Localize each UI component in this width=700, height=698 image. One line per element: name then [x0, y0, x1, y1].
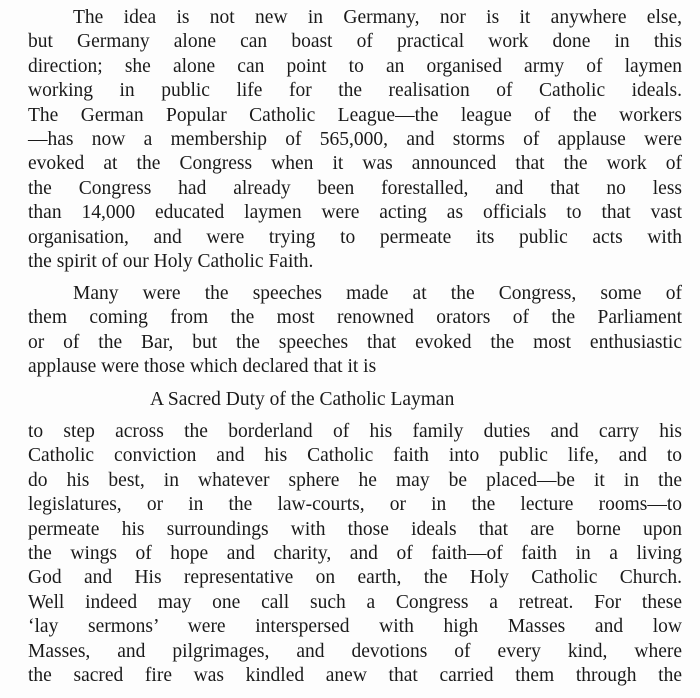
text-line: working in public life for the realisation of Catholic ideals. [28, 80, 682, 102]
text-line: Masses, and pilgrimages, and devotions of every kind, where [28, 640, 682, 662]
text-line: evoked at the Congress when it was announced that the work of [28, 153, 682, 175]
text-line: The German Popular Catholic League—the league of the workers [28, 104, 682, 126]
text-line: Well indeed may one call such a Congress a retreat. For these [28, 591, 682, 613]
text-line: ‘lay sermons’ were interspersed with high Masses and low [28, 616, 682, 638]
text-line: God and His representative on earth, the Holy Catholic Church. [28, 567, 682, 589]
text-line: The idea is not new in Germany, nor is it anywhere else, [73, 7, 682, 28]
text-line: legislatures, or in the law-courts, or in the lecture rooms—to [28, 494, 682, 516]
text-line: or of the Bar, but the speeches that evoked the most enthusiastic [28, 331, 682, 353]
text-line: do his best, in whatever sphere he may be placed—be it in the [28, 469, 682, 491]
text-line: direction; she alone can point to an organised army of laymen [28, 55, 682, 77]
text-line: applause were those which declared that it is [28, 356, 377, 378]
text-line: permeate his surroundings with those ideals that are borne upon [28, 518, 682, 540]
text-line: the wings of hope and charity, and of faith—of faith in a living [28, 543, 682, 564]
text-line: Catholic conviction and his Catholic faith into public life, and to [28, 445, 682, 467]
text-line: them coming from the most renowned orators of the Parliament [28, 307, 682, 329]
text-line: —has now a membership of 565,000, and storms of applause were [28, 129, 682, 150]
text-line: the spirit of our Holy Catholic Faith. [28, 251, 314, 272]
text-line: Many were the speeches made at the Congress, some of [73, 283, 682, 304]
text-line: organisation, and were trying to permeate its public acts with [28, 226, 682, 248]
text-line: than 14,000 educated laymen were acting as officials to that vast [28, 202, 682, 224]
text-line: to step across the borderland of his family duties and carry his [28, 421, 682, 442]
text-line: the Congress had already been forestalled, and that no less [28, 177, 682, 199]
text-line: the sacred fire was kindled anew that carried them through the [28, 665, 682, 686]
section-heading: A Sacred Duty of the Catholic Layman [150, 389, 455, 410]
text-line: but Germany alone can boast of practical work done in this [28, 31, 682, 53]
